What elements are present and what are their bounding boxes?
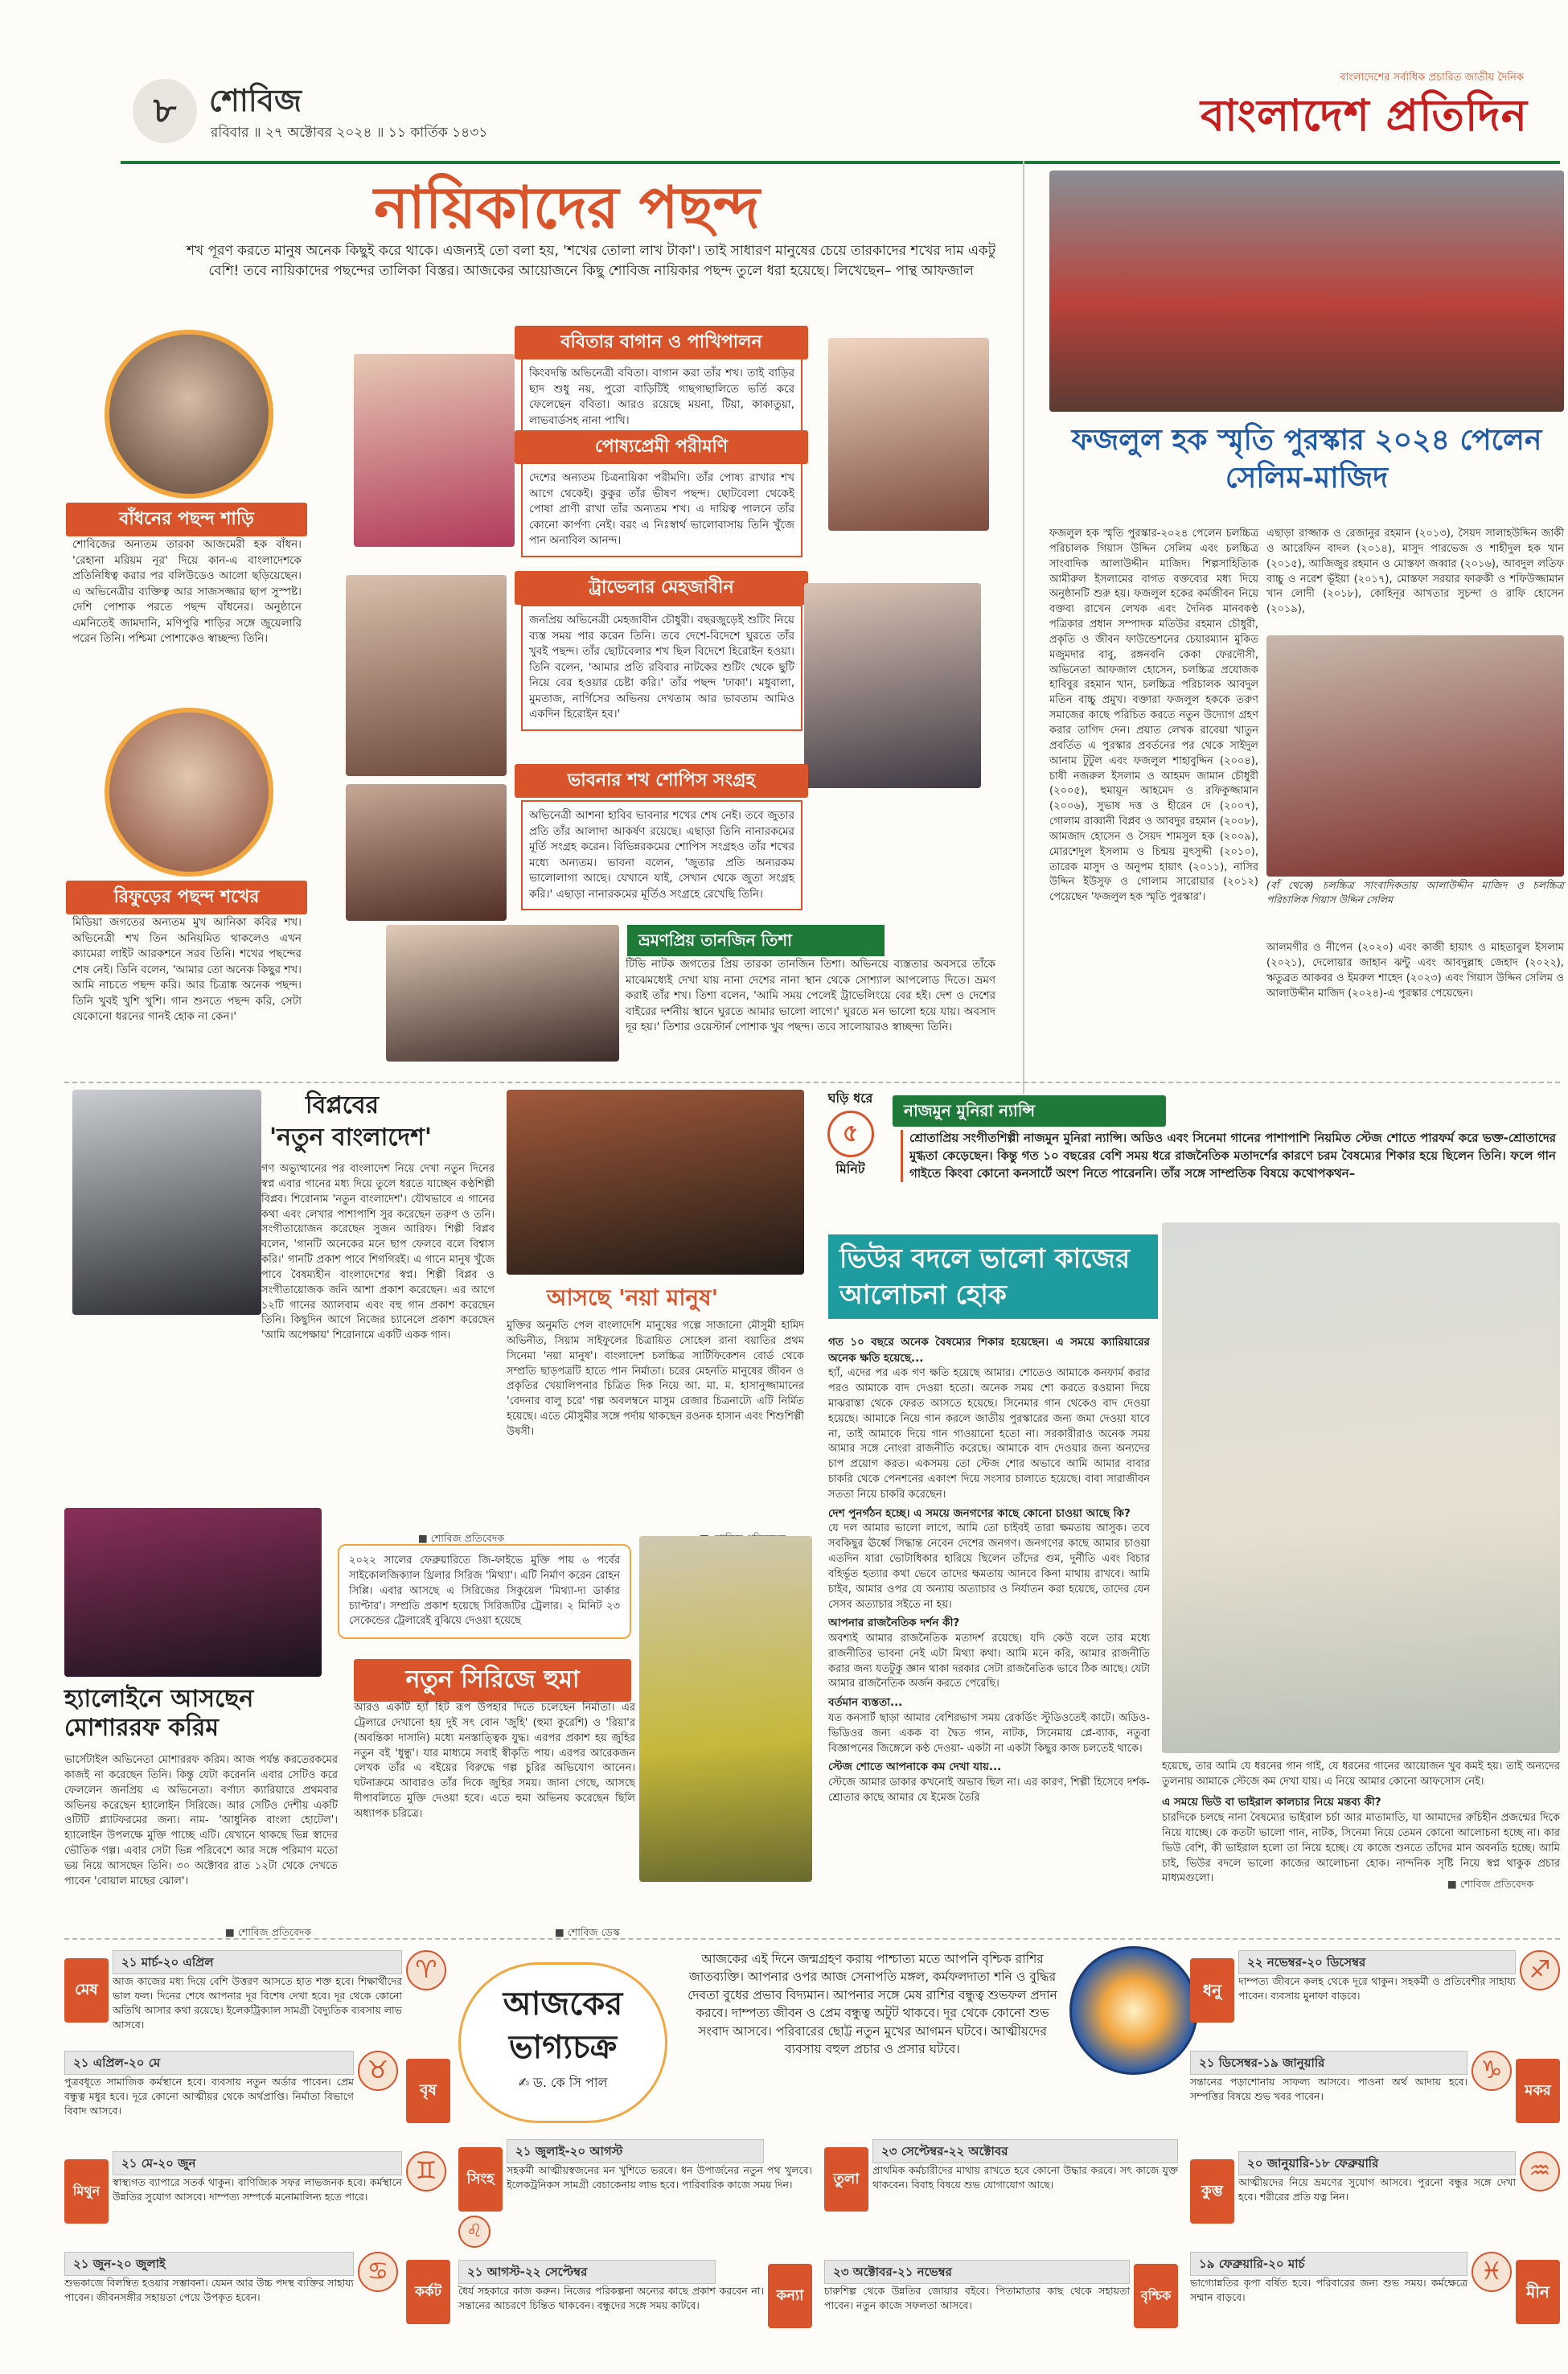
sign-cancer [64,2252,450,2344]
award-col2: এছাড়া রাজ্জাক ও রেজানুর রহমান (২০১৩), সৈয়দ সালাহউদ্দিন জাকী ও আরেফিন বাদল (২০১৪), মাসুদ পারভেজ ও শাহীদুল হক খান (২০১৫), আজিজুর রহমান ও মোস্তফা জব্বার (২০১৬), আবদুল লতিফ বাচ্চু ও নরেশ ভূঁইয়া (২০১৭), মোস্তফা সরয়ার ফারুকী ও শফিউজ্জামান খান লোদী (২০১৮), কোহিনূর আখতার সুচন্দা ও রাফি হোসেন (২০১৯), [1266,528,1564,616]
paper-name: বাংলাদেশ প্রতিদিন [1201,90,1528,141]
qa-5-answer: স্টেজে আমার ডাকার কখনোই অভাব ছিল না। এর কারণ, শিল্পী হিসেবে দর্শক-শ্রোতার কাছে আমার যে ইমেজ তৈরি [828,1776,1150,1804]
tisha-body: টিভি নাটক জগতের প্রিয় তারকা তানজিন তিশা। অভিনয়ে ব্যস্ততার অবসরে তাঁকে মাঝেমধ্যেই দেখা যায় নানা দেশের নানা স্থান থেকে সোশ্যাল আপলোড দিতে। ভ্রমণ করাই তাঁর শখ। তিশা বলেন, 'আমি সময় পেলেই ট্রাভেলিংয়ে বের হই। দেশ ও দেশের বাইরের দর্শনীয় স্থানে ঘুরতে আমার ভালো লাগে।' ঘুরতে মন ভালো হয়ে যায়। অবসাদ দূর হয়।' তিশার ওয়েস্টার্ন পোশাক খুব পছন্দ। তবে সালোয়ারও স্বাচ্ছন্দ্য তিনি। [626,958,995,1034]
bhabna-body: অভিনেত্রী আশনা হাবিব ভাবনার শখের শেষ নেই। তবে জুতার প্রতি তাঁর আলাদা আকর্ষণ রয়েছে। এছাড়া তিনি নানারকমের মূর্তি সংগ্রহ করেন। বিভিন্নরকমের শোপিস সংগ্রহও তাঁর শখের মধ্যে অন্যতম। ভাবনা বলেন, 'জুতার প্রতি অন্যরকম ভালোলাগা আছে। যেখানে যাই, সেখান থেকে জুতা সংগ্রহ করি।' এছাড়া নানারকমের মূর্তিও সংগ্রহে রেখেছি তিনি। [521,800,802,910]
interview-credit: ■ শোবিজ প্রতিবেদক [1447,1878,1534,1890]
sign-pisces [1190,2252,1560,2344]
aquarius-icon: ♒ [1520,2151,1560,2191]
sign-pisces-text: ভাগ্যোন্নতির কৃপা বর্ষিত হবে। পরিবারের জন্য শুভ সময়। কর্মক্ষেত্রে সম্মান বাড়বে। [1190,2277,1467,2304]
sign-gemini-date: ২১ মে-২০ জুন [113,2151,402,2175]
sign-virgo-text: ধৈর্য সহকারে কাজ করুন। নিজের পরিকল্পনা অন্যের কাছে প্রকাশ করবেন না। সন্তানের আচরণে চিন্তিত থাকবেন। বন্ধুদের সঙ্গে সময় কাটবে। [458,2285,764,2312]
noya-manush-headline: আসছে 'নয়া মানুষ' [547,1284,719,1311]
sign-sagittarius-text: দাম্পত্য জীবনে কলহ থেকে দূরে থাকুন। সহকর্মী ও প্রতিবেশীর সাহায্য পাবেন। ব্যবসায় মুনাফা বাড়বে। [1238,1975,1516,2002]
sign-capricorn [1190,2051,1560,2143]
sign-gemini-text: স্বাস্থ্যগত ব্যাপারে সতর্ক থাকুন। বাণিজ্যিক সফর লাভজনক হবে। কর্মস্থানে উন্নতির সুযোগ আসবে। দাম্পত্য সম্পর্কে মনোমালিন্য হতে পারে। [113,2176,402,2204]
sign-leo-name: সিংহ [458,2147,503,2212]
horoscope-title-1: আজকের [503,1986,623,2023]
sign-aries-text: আজ কাজের মধ্য দিয়ে বেশি উত্তরণ আসতে হাত শক্ত হবে। শিক্ষার্থীদের ভাল ফল। দিনের শেষে আপনার দূর বিশেষ দেখা হবে। দূর থেকে কোনো অতিথি আসার কথা রয়েছে। ইলেকট্রিক্যাল সামগ্রী বৈদ্যুতিক ব্যবসায় লাভ আসবে। [113,1975,402,2031]
tisha-title: ভ্রমণপ্রিয় তানজিন তিশা [627,925,885,956]
section-divider [64,1082,1560,1083]
section-title: শোবিজ [209,83,302,118]
photo-bhabna [804,583,981,788]
sign-scorpio-text: চারুশিল্প থেকে উন্নতির জোয়ার বইবে। পিতামাতার কাছ থেকে সহায়তা পাবেন। নতুন কাজে সফলতা আসবে। [824,2285,1130,2312]
photo-mehazabien [346,575,507,776]
riffa-title: রিফুড়ের পছন্দ শখের [66,881,307,914]
bobita-body: কিংবদন্তি অভিনেত্রী ববিতা। বাগান করা তাঁর শখ। তাই বাড়ির ছাদ শুধু নয়, পুরো বাড়িটিই গাছগাছালিতে ভর্তি করে ফেলেছেন ববিতা। আরও রয়েছে ময়না, টিয়া, কাকাতুয়া, লাভবার্ডসহ নানা পাখি। [521,358,802,437]
badhon-body: শোবিজের অন্যতম তারকা আজমেরী হক বাঁধন। 'রেহানা মরিয়ম নূর' দিয়ে কান-এ বাংলাদেশকে প্রতিনিধিত্ব করার পর বলিউডেও আলো ছড়িয়েছেন। এ অভিনেত্রীর ব্যক্তিত্ব আর সাজসজ্জার ছাপ সুস্পষ্ট। দেশি পোশাক পরতে পছন্দ বাঁধনের। অনুষ্ঠানে এমনিতেই জামদানি, মণিপুরি শাড়ির সঙ্গে জুয়েলারি পরেন তিনি। পশ্চিমা পোশাকেও স্বাচ্ছন্দ্য তিনি। [72,538,302,646]
mosharraf-headline: হ্যালোইনে আসছেন মোশাররফ করিম [64,1685,254,1742]
heroines-intro: শখ পূরণ করতে মানুষ অনেক কিছুই করে থাকে। এজন্যই তো বলা হয়, 'শখের তোলা লাখ টাকা'। তাই সাধারণ মানুষের চেয়ে তারকাদের শখের দাম একটু বেশি! তবে নায়িকাদের পছন্দের তালিকা বিস্তর। আজকের আয়োজনে কিছু শোবিজ নায়িকার পছন্দ তুলে ধরা হয়েছে। লিখেছেন– পান্থ আফজাল [186,243,996,279]
sign-taurus [64,2051,450,2143]
photo-bobita [354,354,515,547]
huma-headline: নতুন সিরিজে হুমা [354,1659,631,1702]
page-number: ৮ [133,79,197,143]
qa-1-question: গত ১০ বছরে অনেক বৈষম্যের শিকার হয়েছেন। এ সময়ে ক্যারিয়ারের অনেক ক্ষতি হয়েছে... [828,1336,1150,1365]
biplob-headline: 'নতুন বাংলাদেশ' [269,1123,433,1152]
sign-aquarius-text: আত্মীয়দের নিয়ে ভ্রমণের সুযোগ আসবে। পুরনো বন্ধুর সঙ্গে দেখা হবে। শরীরের প্রতি যত্ন নিন। [1238,2176,1516,2204]
badge-top: ঘড়ি ধরে [827,1090,873,1106]
horoscope-intro: আজকের এই দিনে জন্মগ্রহণ করায় পাশ্চাত্য মতে আপনি বৃশ্চিক রাশির জাতব্যক্তি। আপনার ওপর আজ সেনাপতি মঙ্গল, কর্মফলদাতা শনি ও বুদ্ধির দেবতা বুধের প্রভাব বিদ্যমান। আপনার সঙ্গে মেষ রাশির বন্ধুত্ব শুভফল প্রদান করবে। দাম্পত্য জীবন ও প্রেম বন্ধুত্ব অটুট থাকবে। দূর থেকে কোনো শুভ সংবাদ আসবে। পরিবারের ছোট্ট নতুন মুখের আগমন ঘটবে। আত্মীয়দের ব্যবসায় বহুল প্রচার ও প্রসার ঘটবে। [688,1952,1057,2057]
photo-bhabna-2 [346,784,507,921]
sagittarius-icon: ♐ [1520,1950,1560,1990]
biplob-kicker: বিপ্লবের [306,1091,380,1119]
leo-icon: ♌ [458,2216,491,2248]
photo-noya-manush [507,1090,804,1275]
huma-box: ২০২২ সালের ফেব্রুয়ারিতে জি-ফাইভে মুক্তি পায় ৬ পর্বের সাইকোলজিক্যাল থ্রিলার সিরিজ 'মিথ্যা'। এটি নির্মাণ করেন রোহন সিপ্পি। এবার আসছে এ সিরিজের সিকুয়েল 'মিথ্যা-দ্য ডার্কার চ্যাপ্টার'। সম্প্রতি প্রকাশ হয়েছে সিরিজটির ট্রেলার। ২ মিনিট ২৩ সেকেন্ডের ট্রেলারেই বুঝিয়ে দেওয়া হয়েছে [338,1544,631,1639]
photo-mosharraf [64,1508,322,1677]
sign-virgo [458,2260,812,2364]
sign-gemini-name: মিথুন [64,2159,109,2224]
photo-tisha [386,925,619,1062]
interview-headline: ভিউর বদলে ভালো কাজের আলোচনা হোক [828,1234,1158,1319]
sign-leo-text: সহকর্মী আত্মীয়স্বজনের মন খুশিতে ভরবে। ধন উপার্জনের নতুন পথ খুলবে। ইলেকট্রনিকস সামগ্রী বেচাকেনায় লাভ হবে। পারিবারিক কাজে সময় দিন। [507,2164,812,2191]
pisces-icon: ♓ [1472,2252,1512,2292]
sign-sagittarius [1190,1950,1560,2043]
sign-aquarius [1190,2151,1560,2244]
interview-end: হয়েছে, তার আমি যে ধরনের গান গাই, যে ধরনের গানের আয়োজন খুব কমই হয়। তাই অন্যদের তুলনায় আমাকে স্টেজে কম দেখা যায়। এ নিয়ে আমার কোনো আফসোস নেই। [1162,1760,1560,1788]
interview-qa [828,1335,1150,1806]
horoscope-middle-right [824,2139,1178,2368]
qa-4-question: বর্তমান ব্যস্ততা... [828,1696,903,1710]
sign-taurus-text: পুত্রবধূতে সামাজিক কর্মস্থানে হবে। ব্যবসায় নতুন অর্ডার পাবেন। প্রেম বন্ধুত্ব মধুর হবে। দূরে কোনো আত্মীয়র থেকে অর্থপ্রাপ্তি। নির্মাতা বিভাগে বিবাদ আসবে। [64,2076,354,2117]
zodiac-wheel [1069,1946,1198,2075]
sign-libra-date: ২৩ সেপ্টেম্বর-২২ অক্টোবর [872,2139,1178,2163]
taurus-icon: ♉ [358,2051,398,2091]
photo-porimoni [828,338,989,531]
sign-leo-date: ২১ জুলাই-২০ আগস্ট [507,2139,764,2163]
capricorn-icon: ♑ [1472,2051,1512,2091]
porimoni-title: পোষ্যপ্রেমী পরীমণি [515,430,808,464]
biplob-credit: ■ শোবিজ প্রতিবেদক [418,1532,505,1544]
aries-icon: ♈ [406,1950,446,1990]
qa-1-answer: হ্যাঁ, এদের পর এক গণ ক্ষতি হয়েছে আমার। শোতেও আমাকে কনফার্ম করার পরও আমাকে বাদ দেওয়া হতো। অনেক সময় শো করতে রওয়ানা দিয়ে মাঝরাস্তা থেকে ফেরত আসতে হয়েছে। সিনেমার গান থেকেও বাদ দেওয়া হয়েছে। আমাকে নিয়ে গান করলে জাতীয় পুরস্কারের জন্য জমা দেওয়া যাবে না, তাই আমাকে দিয়ে গান গাওয়ানো হতো না। সরকারীরাও অনেক সময় আমার সঙ্গে নোংরা রাজনীতি করেছে। আমাকে বাদ দেওয়ার জন্য অন্যদের চাপ প্রয়োগ করত। একসময় তো স্টেজ শোর অভাবে আমি আমার বাবার চাকরি থেকে পেনশনের একাংশ দিয়ে সংসার চালাতে হয়েছে। বাবা সারাজীবন সততা নিয়ে চাকরি করেছেন। [828,1367,1150,1501]
sign-aries [64,1950,450,2043]
horoscope-divider [64,1938,1560,1940]
sign-virgo-name: কন্যা [768,2264,812,2328]
sign-sagittarius-name: ধনু [1190,1958,1234,2023]
photo-nancy [1162,1222,1560,1753]
photo-award-stage [1049,170,1564,412]
sign-capricorn-text: সন্তানের পড়াশোনায় সাফল্য আসবে। পাওনা অর্থ আদায় হবে। সম্পত্তির বিষয়ে শুভ খবর পাবেন। [1190,2076,1467,2103]
qa-2-question: দেশ পুনর্গঠন হচ্ছে। এ সময়ে জনগণের কাছে কোনো চাওয়া আছে কি? [828,1506,1131,1520]
sign-aquarius-date: ২০ জানুয়ারি-১৮ ফেব্রুয়ারি [1238,2151,1516,2175]
photo-biplob [72,1090,261,1315]
sign-taurus-name: বৃষ [406,2059,450,2123]
interview-name-tag: নাজমুন মুনিরা ন্যান্সি [893,1095,1166,1127]
sign-cancer-name: কর্কট [406,2260,450,2324]
huma-credit: ■ শোবিজ ডেস্ক [555,1926,620,1938]
badge-bottom: মিনিট [835,1160,865,1177]
sign-pisces-name: মীন [1516,2260,1560,2324]
masthead-divider [121,161,1560,164]
photo-badhon [105,330,273,499]
sign-aquarius-name: কুম্ভ [1190,2159,1234,2224]
mehazabien-title: ট্রাভেলার মেহজাবীন [515,571,808,605]
photo-riffa [105,708,273,877]
qa-3-question: আপনার রাজনৈতিক দর্শন কী? [828,1616,960,1630]
sign-libra-name: তুলা [824,2147,868,2212]
sign-virgo-date: ২১ আগস্ট-২২ সেপ্টেম্বর [458,2260,716,2284]
sign-capricorn-name: মকর [1516,2059,1560,2123]
award-caption: (বাঁ থেকে) চলচ্চিত্র সাংবাদিকতায় আলাউদ্দীন মাজিদ ও চলচ্চিত্র পরিচালিক গিয়াস উদ্দিন সেলিম [1266,879,1564,906]
horoscope-middle [458,2139,812,2368]
mosharraf-body: ভার্সেটাইল অভিনেতা মোশাররফ করিম। আজ পর্যন্ত করতেরকমের কাজই না করেছেন তিনি। কিন্তু যেটা করেননি এবার সেটিও করে ফেললেন জনপ্রিয় এ অভিনেতা। বর্ণাঢ্য ক্যারিয়ারে প্রথমবার অভিনয় করেছেন হ্যালোইন সিরিজে। আর সেটিও দেশীয় একটি ওটিটি প্ল্যাটফরমের জন্য। নাম- 'আধুনিক বাংলা হোটেল'। হ্যালোইন উপলক্ষে মুক্তি পাচ্ছে এটি। যেখানে থাকছে ভিন্ন স্বাদের ভৌতিক গল্প। এবার সেটা ভিন্ন পরিবেশে আর সঙ্গে পরিমাণ মতো ভয় নিয়ে আসছেন তিনি। ৩০ অক্টোবর রাত ১২টা থেকে দেখতে পাবেন 'বোয়াল মাছের ঝোল'। [64,1754,338,1887]
interview-end-answer: চারদিকে চলছে নানা বৈষম্যের ভাইরাল চর্চা আর মাতামাতি, যা আমাদের রুচিহীন প্রজন্মের দিকে নিয়ে যাচ্ছে। কে কতটা ভালো গান, নাটক, সিনেমা নিয়ে তেমন কোনো আলোচনা হচ্ছে না। কার ভিউ বেশি, কী ভাইরাল হলো তা নিয়ে হচ্ছে। যে কাজে শুনতে তাঁদের মান অবনতি হচ্ছে। আমি চাই, ভিউর বদলে ভালো কাজের আলোচনা হোক। নান্দনিক সৃষ্টি নিয়ে স্বপ্ন থাকুক প্রচার মাধ্যমগুলো। [1162,1812,1560,1885]
porimoni-body: দেশের অন্যতম চিত্রনায়িকা পরীমণি। তাঁর পোষ্য রাখার শখ আগে থেকেই। কুকুর তাঁর ভীষণ পছন্দ। ছোটবেলা থেকেই পোষা প্রাণী রাখা তাঁর অন্যতম শখ। এ দায়িত্ব পালনে তাঁর কোনো কার্পণ্য নেই। বরং এ নিঃস্বার্থ ভালোবাসায় তিনি খুঁজে পান অনাবিল আনন্দ। [521,462,802,557]
badge-number: ৫ [827,1111,874,1157]
horoscope-title-block [458,1962,667,2123]
sign-scorpio-date: ২৩ অক্টোবর-২১ নভেম্বর [824,2260,1130,2284]
cancer-icon: ♋ [358,2252,398,2292]
huma-body: আরও একটি হ্যাঁ হিট রূপ উপহার দিতে চলেছেন নির্মাতা। এর ট্রেলারে দেখানো হয় দুই সৎ বোন 'জুহি' (হুমা কুরেশি) ও 'রিয়া'র (অবন্তিকা দাসানি) মধ্যে মনস্তাত্ত্বিক যুদ্ধ। এরপর প্রকাশ হয় জুহির নতুন বই 'ধুন্ধু'। যার মাধ্যমে সবাই স্বীকৃতি পায়। এরপর আরেকজন লেখক তাঁর এ বইয়ের বিরুদ্ধে গল্প চুরির অভিযোগ আনেন। ঘটনাক্রমে আবারও তাঁর দিকে জুহির সময়। জানা গেছে, আসছে দীপাবলিতে মুক্তি দেওয়া হবে। এতে হুমা অভিনয় করেছেন ছিলি অধ্যাপক চরিত্রে। [354,1702,635,1820]
sign-aries-date: ২১ মার্চ-২০ এপ্রিল [113,1950,402,1974]
horoscope-author: ✍ ড. কে সি পাল [518,2075,608,2090]
mehazabien-body: জনপ্রিয় অভিনেত্রী মেহজাবীন চৌধুরী। বছরজুড়েই শুটিং নিয়ে ব্যস্ত সময় পার করেন তিনি। তবে দেশে-বিদেশে ঘুরতে তাঁর খুবই পছন্দ। তাঁর ছোটবেলার শখ ছিল বিদেশে হিরোইন হওয়া। তিনি বলেন, 'আমার প্রতি রবিবার নাটকের শুটিং থেকে ছুটি নিয়ে বের হওয়ার চেষ্টা করি।' তাঁর পছন্দ 'ঢাকা'। মধুবালা, মুমতাজ, নার্গিসের অভিনয় দেখতাম আর ভাবতাম আমিও একদিন হিরোইন হব।' [521,605,802,731]
qa-3-answer: অবশ্যই আমার রাজনৈতিক মতাদর্শ রয়েছে। যদি কেউ বলে তার মধ্যে রাজনীতির ভাবনা নেই এটা মিথ্যা কথা। আমি মনে করি, আমার রাজনীতি করার জন্য যতটুকু জ্ঞান থাকা দরকার সেটা রাজনৈতিক ভাবে ঠিক আছে। যেটা আমার রাজনৈতিক অর্জন করতে পেরেছি। [828,1632,1150,1690]
noya-manush-body: মুক্তির অনুমতি পেল বাংলাদেশি মানুষের গল্পে সাজানো মৌসুমী হামিদ অভিনীত, সিয়াম সাইফুলের চিত্রায়িত সোহেল রানা বয়াতির প্রথম সিনেমা 'নয়া মানুষ'। বাংলাদেশ চলচ্চিত্র সার্টিফিকেশন বোর্ড থেকে সম্প্রতি ছাড়পত্রটি হাতে পান নির্মাতা। চরের মেহনতি মানুষের জীবন ও প্রকৃতির খেয়ালিপনার চিত্রিত দিক নিয়ে আ. মা. ম. হাসানুজ্জামানের 'বেদনার বালু চরে' গল্প অবলম্বনে মাসুম রেজার চিত্রনাট্যে এটি নির্মিত হয়েছে। এতে মৌসুমীর সঙ্গে পর্দায় থাকছেন রওনক হাসান এবং শিশুশিল্পী উষসী। [507,1320,804,1438]
award-headline: ফজলুল হক স্মৃতি পুরস্কার ২০২৪ পেলেন সেলিম-মাজিদ [1071,424,1542,495]
horoscope-left [64,1950,450,2368]
interview-end-question: এ সময়ে ভিউ বা ভাইরাল কালচার নিয়ে মন্তব্য কী? [1162,1796,1381,1809]
masthead [113,71,1560,159]
sign-pisces-date: ১৯ ফেব্রুয়ারি-২০ মার্চ [1190,2252,1467,2276]
date-line: রবিবার ॥ ২৭ অক্টোবর ২০২৪ ॥ ১১ কার্তিক ১৪৩১ [211,125,488,141]
interview-lead: শ্রোতাপ্রিয় সংগীতশিল্পী নাজমুন মুনিরা ন্যান্সি। অডিও এবং সিনেমা গানের পাশাপাশি নিয়মিত স্টেজ শোতে পারফর্ম করে ভক্ত-শ্রোতাদের মুগ্ধতা কেড়েছেন। কিন্তু গত ১০ বছরের বেশি সময় ধরে রাজনৈতিক মতাদর্শের কারণে চরম বৈষম্যের শিকার হয়ে ছিলেন তিনি। ফলে গান গাইতে কিংবা কোনো কনসার্টে অংশ নিতে পারেননি। তাঁর সঙ্গে সাম্প্রতিক বিষয়ে কথোপকথন– [901,1130,1556,1182]
gemini-icon: ♊ [406,2151,446,2191]
bobita-title: ববিতার বাগান ও পাখিপালন [515,326,808,359]
qa-5-question: স্টেজ শোতে আপনাকে কম দেখা যায়... [828,1760,1002,1774]
paper-tagline: বাংলাদেশের সর্বাধিক প্রচারিত জাতীয় দৈনিক [1340,72,1524,84]
sign-libra-text: প্রাথমিক কর্মচারীদের মাথায় রাখতে হবে কোনো উদ্ধার করবে। সৎ কাজে যুক্ত থাকবেন। বিবাহ বিষয়ে শুভ যোগাযোগ আছে। [872,2164,1178,2191]
award-col1: ফজলুল হক স্মৃতি পুরস্কার-২০২৪ পেলেন চলচ্চিত্র পরিচালক গিয়াস উদ্দিন সেলিম এবং চলচ্চিত্র সাংবাদিক আলাউদ্দীন মাজিদ। শিল্পসাহিত্যিক আমীরুল ইসলামের বাগত বক্তব্যের মধ্য দিয়ে অনুষ্ঠানটি শুরু হয়। ফজলুল হকের কর্মজীবন নিয়ে বক্তব্য রাখেন লেখক এবং দৈনিক মানবকণ্ঠ পত্রিকার প্রধান সম্পাদক মতিউর রহমান চৌধুরী, প্রকৃতি ও জীবন ফাউন্ডেশনের চেয়ারম্যান মুকিত মজুমদার বাবু, রঙ্গনবনি কেকা ফেরদৌসী, অভিনেতা আফজাল হোসেন, চলচ্চিত্র প্রযোজক হাবিবুর রহমান খান, চলচ্চিত্র পরিচালক আবদুল মতিন বাচ্চু প্রমুখ। বক্তারা ফজলুল হককে তরুণ সমাজের কাছে পরিচিত করতে নতুন উদ্যোগ গ্রহণ করার তাগিদ দেন। প্রয়াত লেখক রাবেয়া খাতুন প্রবর্তিত এ পুরস্কার প্রবর্তনের পর থেকে সাইদুল আনাম টুটুল এবং ফজলুল শাহাবুদ্দিন (২০০৪), চাষী নজরুল ইসলাম ও আহমদ জামান চৌধুরী (২০০৫), হুমায়ূন আহমেদ ও রফিকুজ্জামান (২০০৬), সুভাষ দত্ত ও হীরেন দে (২০০৭), গোলাম রাব্বানী বিপ্লব ও আবদুর রহমান (২০০৮), আমজাদ হোসেন ও সৈয়দ শামসুল হক (২০০৯), মোরশেদুল ইসলাম ও চিন্ময় মুৎসুদ্দী (২০১০), তারেক মাসুদ ও অনুপম হায়াৎ (২০১১), নাসির উদ্দিন ইউসুফ ও গোলাম সারোয়ার (২০১২) পেয়েছেন 'ফজলুল হক স্মৃতি পুরস্কার'। [1049,528,1258,904]
sign-aries-name: মেষ [64,1958,109,2023]
horoscope-title-2: ভাগ্যচক্র [508,2029,618,2066]
sign-taurus-date: ২১ এপ্রিল-২০ মে [64,2051,354,2075]
award-col3: আলমগীর ও নীপেন (২০২০) এবং কাজী হায়াৎ ও মাহতাবুল ইসলাম (২০২১), দেলোয়ার জাহান ঝন্টু এবং আবদুল্লাহ জেহাদ (২০২২), ঋতুব্রত আকবর ও ইমরুল শাহেদ (২০২৩) এবং গিয়াস উদ্দিন সেলিম ও আলাউদ্দীন মাজিদ (২০২৪)-এ পুরস্কার পেয়েছেন। [1266,942,1564,1000]
sign-cancer-date: ২১ জুন-২০ জুলাই [64,2252,354,2276]
riffa-body: মিডিয়া জগতের অন্যতম মুখ আনিকা কবির শখ। অভিনেত্রী শখ তিন অনিয়মিত থাকলেও এখন ক্যামেরা লাইট আরকশনে সরব তিনি। শখের পছন্দের শেষ নেই। তিনি বলেন, 'আমার তো অনেক কিছুর শখ। আমি নাচতে পছন্দ করি। আর চিত্রাঙ্ক অনেক পছন্দ। তিনি খুবই খুশি খুশি। গান শুনতে পছন্দ করি, সেটা যেকোনো ধরনের গানই হোক না কেন।' [72,916,302,1024]
biplob-body: গণ অভ্যুত্থানের পর বাংলাদেশ নিয়ে দেখা নতুন দিনের স্বপ্ন এবার গানের মধ্য দিয়ে তুলে ধরতে যাচ্ছেন কণ্ঠশিল্পী বিপ্লব। শিরোনাম 'নতুন বাংলাদেশ'। যৌথভাবে এ গানের কথা এবং লেখার পাশাপাশি সুর করেছেন তরুণ ও তনি। সংগীতায়োজন করেছেন সুজন আরিফ। শিল্পী বিপ্লব বলেন, 'গানটি অনেকের মনে ছাপ ফেলবে বলে বিশ্বাস করি।' গানটি প্রকাশ পাবে শিগগিরই। এ গানে মানুষ খুঁজে পাবে বৈষম্যহীন বাংলাদেশের স্বপ্ন। শিল্পী বিপ্লব ও সংগীতায়োজক জনি আশা প্রকাশ করেছেন। এর আগে ১২টি গানের অ্যালবাম এবং বহু গান প্রকাশ করেছেন তিনি। কিছুদিন আগে নিজের চ্যানেলে প্রকাশ করেছেন 'আমি অপেক্ষায়' শিরোনামে একটি একক গান। [261,1163,495,1342]
mosharraf-credit: ■ শোবিজ প্রতিবেদক [225,1926,312,1938]
bhabna-title: ভাবনার শখ শোপিস সংগ্রহ [515,764,808,798]
horoscope-right [1190,1950,1560,2368]
photo-huma [639,1536,812,1882]
interview-badge [812,1090,889,1202]
qa-2-answer: যে দল আমার ভালো লাগে, আমি তো চাইবই তারা ক্ষমতায় আসুক। তবে সবকিছুর ঊর্ধ্বে সিদ্ধান্ত নেবেন দেশের জনগণ। জনগণের কাছে আমার চাওয়া এতদিন যারা ভোটাধিকার হারিয়ে ছিলেন তাঁদের গুম, দুর্নীতি এবং বিচার বহির্ভূত হত্যার কথা ভেবে তাদের ক্ষমতায় আনবে কিনা মাথায় রাখবে। আমি চাইব, আমার ওপর যে অন্যায় অত্যাচার ও নির্যাতন করা হয়েছে, তাদের যেন সেসব অত্যাচার সইতে না হয়। [828,1522,1150,1611]
sign-cancer-text: শুভকাজে বিলম্বিত হওয়ার সম্ভাবনা। যেমন আর উচ্চ পদস্থ ব্যক্তির সাহায্য পাবেন। জীবনসঙ্গীর সহায়তা পেয়ে উপকৃত হবেন। [64,2277,354,2304]
photo-award-winners [1266,635,1564,877]
sign-gemini [64,2151,450,2244]
column-divider [1023,161,1024,1094]
qa-4-answer: যত কনসার্ট ছাড়া আমার বেশিরভাগ সময় রেকর্ডিং স্টুডিওতেই কাটে। অডিও-ভিডিওর জন্য একক বা দ্বৈত গান, নাটক, সিনেমায় প্লে-ব্যাক, নতুবা বিজ্ঞাপনের জিঙ্গেলে কণ্ঠ দেওয়া- একটা না একটা কিছুর কাজ চলতেই থাকে। [828,1711,1150,1755]
sign-scorpio [824,2260,1178,2364]
badhon-title: বাঁধনের পছন্দ শাড়ি [66,503,307,536]
heroines-headline: নায়িকাদের পছন্দ [374,174,760,241]
sign-leo [458,2139,812,2244]
sign-capricorn-date: ২১ ডিসেম্বর-১৯ জানুয়ারি [1190,2051,1467,2075]
sign-sagittarius-date: ২২ নভেম্বর-২০ ডিসেম্বর [1238,1950,1516,1974]
sign-scorpio-name: বৃশ্চিক [1134,2264,1178,2328]
sign-libra [824,2139,1178,2244]
